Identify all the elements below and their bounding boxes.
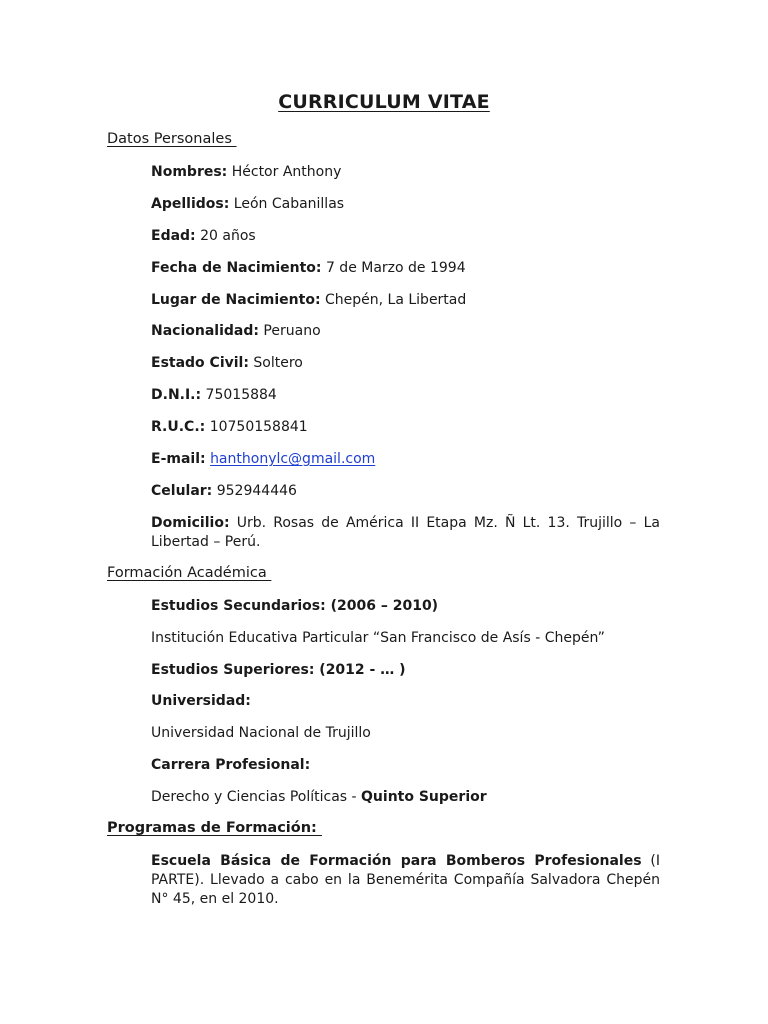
- field-value: 20 años: [195, 228, 256, 244]
- field-label: R.U.C.:: [151, 419, 206, 435]
- email-link[interactable]: hanthonylc@gmail.com: [210, 451, 376, 467]
- field-value: Urb. Rosas de América II Etapa Mz. Ñ Lt. 13. Trujillo – La Libertad – Perú.: [151, 515, 660, 550]
- secondary-studies-title: Estudios Secundarios: (2006 – 2010): [151, 598, 439, 614]
- career-rank: Quinto Superior: [361, 789, 487, 805]
- field-value: Héctor Anthony: [227, 164, 342, 180]
- field-email: [151, 450, 660, 468]
- career-name: [151, 788, 660, 806]
- field-fecha-nacimiento: [151, 259, 660, 277]
- university-name: Universidad Nacional de Trujillo: [151, 725, 371, 741]
- secondary-studies-label: [151, 597, 660, 615]
- secondary-school: Institución Educativa Particular “San Francisco de Asís - Chepén”: [151, 630, 605, 646]
- field-label: Nombres:: [151, 164, 228, 180]
- field-label: Nacionalidad:: [151, 323, 259, 339]
- university-label: [151, 692, 660, 710]
- field-ruc: [151, 418, 660, 436]
- field-celular: [151, 482, 660, 500]
- field-value: Peruano: [258, 323, 321, 339]
- document-title: CURRICULUM VITAE: [278, 91, 490, 113]
- field-label: Lugar de Nacimiento:: [151, 292, 321, 308]
- field-estado-civil: [151, 354, 660, 372]
- field-label: E-mail:: [151, 451, 206, 467]
- field-label: Fecha de Nacimiento:: [151, 260, 322, 276]
- career-title: Carrera Profesional:: [151, 757, 311, 773]
- field-nombres: [151, 163, 660, 181]
- field-label: Estado Civil:: [151, 355, 249, 371]
- field-label: Domicilio:: [151, 515, 230, 531]
- program-title: Escuela Básica de Formación para Bomberos Profesionales: [151, 853, 642, 869]
- field-value: 75015884: [201, 387, 277, 403]
- field-apellidos: [151, 195, 660, 213]
- career-text: Derecho y Ciencias Políticas -: [151, 789, 362, 805]
- field-value: Soltero: [248, 355, 303, 371]
- section-heading-programs: Programas de Formación:: [107, 820, 322, 836]
- field-label: D.N.I.:: [151, 387, 202, 403]
- field-value: Chepén, La Libertad: [320, 292, 467, 308]
- program-text: (I PARTE). Llevado a cabo en la Benemérita Compañía Salvadora Chepén N° 45, en el 2010.: [151, 853, 660, 907]
- higher-studies-label: [151, 661, 660, 679]
- field-dni: [151, 386, 660, 404]
- field-label: Edad:: [151, 228, 196, 244]
- higher-studies-title: Estudios Superiores: (2012 - … ): [151, 662, 406, 678]
- field-value: 7 de Marzo de 1994: [321, 260, 466, 276]
- field-nacionalidad: [151, 322, 660, 340]
- program-item: [151, 852, 660, 909]
- field-lugar-nacimiento: [151, 291, 660, 309]
- career-label: [151, 756, 660, 774]
- field-value: 10750158841: [205, 419, 308, 435]
- university-title: Universidad:: [151, 693, 251, 709]
- field-domicilio: [151, 514, 660, 552]
- field-label: Celular:: [151, 483, 213, 499]
- field-edad: [151, 227, 660, 245]
- section-heading-personal: Datos Personales: [107, 131, 237, 147]
- field-value: León Cabanillas: [229, 196, 345, 212]
- field-label: Apellidos:: [151, 196, 230, 212]
- field-value: 952944446: [212, 483, 297, 499]
- section-heading-education: Formación Académica: [107, 565, 272, 581]
